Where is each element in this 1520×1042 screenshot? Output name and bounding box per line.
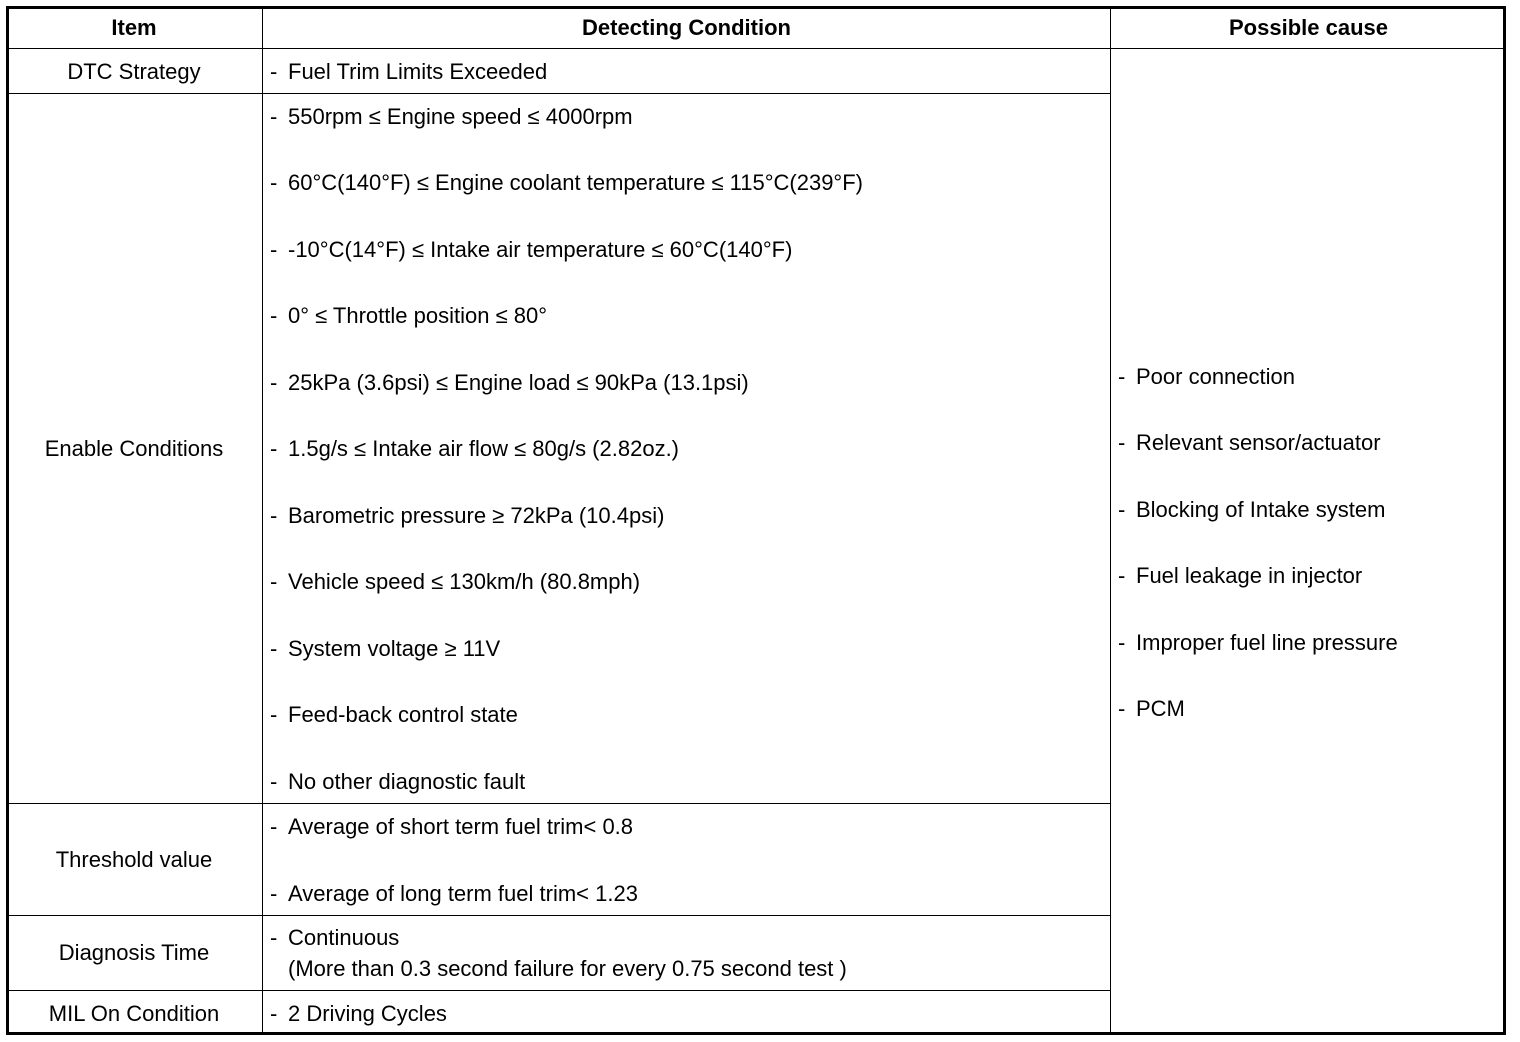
threshold-text: Average of short term fuel trim< 0.8	[288, 814, 634, 839]
bullet-dash: -	[270, 1001, 278, 1026]
row-divider-dtc	[6, 93, 1111, 94]
enable-condition-text: 1.5g/s ≤ Intake air flow ≤ 80g/s (2.82oz.)	[288, 436, 680, 461]
bullet-dash: -	[270, 370, 278, 395]
diagnosis-text: Continuous	[288, 925, 400, 950]
enable-condition-text: Vehicle speed ≤ 130km/h (80.8mph)	[288, 569, 641, 594]
cause-text: PCM	[1136, 696, 1185, 721]
bullet-dash: -	[270, 436, 278, 461]
bullet-dash: -	[270, 59, 278, 84]
enable-condition-text: 60°C(140°F) ≤ Engine coolant temperature ≤ 115°C(239°F)	[288, 170, 863, 195]
bullet-dash: -	[1118, 696, 1126, 721]
enable-condition-text: 550rpm ≤ Engine speed ≤ 4000rpm	[288, 104, 633, 129]
bullet-dash: -	[1118, 497, 1126, 522]
row-label-enable-conditions: Enable Conditions	[44, 436, 224, 461]
dtc-strategy-text: Fuel Trim Limits Exceeded	[288, 59, 548, 84]
row-label-threshold-value: Threshold value	[55, 847, 213, 872]
enable-condition-text: No other diagnostic fault	[288, 769, 526, 794]
mil-text: 2 Driving Cycles	[288, 1001, 447, 1026]
bullet-dash: -	[270, 170, 278, 195]
header-detecting-condition: Detecting Condition	[582, 15, 791, 40]
row-label-diagnosis-time: Diagnosis Time	[58, 940, 210, 965]
row-divider-threshold	[6, 915, 1111, 916]
cause-text: Improper fuel line pressure	[1136, 630, 1398, 655]
bullet-dash: -	[270, 303, 278, 328]
enable-condition-text: System voltage ≥ 11V	[288, 636, 501, 661]
col-divider-2	[1110, 6, 1111, 1035]
enable-condition-text: Barometric pressure ≥ 72kPa (10.4psi)	[288, 503, 665, 528]
col-divider-1	[262, 6, 263, 1035]
bullet-dash: -	[1118, 364, 1126, 389]
row-label-dtc-strategy: DTC Strategy	[67, 59, 201, 84]
bullet-dash: -	[1118, 630, 1126, 655]
bullet-dash: -	[270, 237, 278, 262]
header-possible-cause: Possible cause	[1229, 15, 1388, 40]
bullet-dash: -	[270, 814, 278, 839]
row-divider-enable	[6, 803, 1111, 804]
bullet-dash: -	[270, 925, 278, 950]
row-label-mil-on-condition: MIL On Condition	[48, 1001, 220, 1026]
bullet-dash: -	[270, 636, 278, 661]
threshold-text: Average of long term fuel trim< 1.23	[288, 881, 638, 906]
bullet-dash: -	[270, 702, 278, 727]
enable-condition-text: 25kPa (3.6psi) ≤ Engine load ≤ 90kPa (13.1psi)	[288, 370, 749, 395]
bullet-dash: -	[1118, 563, 1126, 588]
bullet-dash: -	[270, 881, 278, 906]
bullet-dash: -	[270, 769, 278, 794]
enable-condition-text: 0° ≤ Throttle position ≤ 80°	[288, 303, 548, 328]
diagnosis-note: (More than 0.3 second failure for every 0.75 second test )	[288, 956, 847, 981]
bullet-dash: -	[270, 569, 278, 594]
row-divider-diagnosis	[6, 990, 1111, 991]
row-divider-header	[6, 48, 1506, 49]
header-item: Item	[111, 15, 157, 40]
cause-text: Poor connection	[1136, 364, 1295, 389]
enable-condition-text: -10°C(14°F) ≤ Intake air temperature ≤ 60°C(140°F)	[288, 237, 793, 262]
cause-text: Blocking of Intake system	[1136, 497, 1386, 522]
bullet-dash: -	[1118, 430, 1126, 455]
bullet-dash: -	[270, 104, 278, 129]
cause-text: Relevant sensor/actuator	[1136, 430, 1381, 455]
cause-text: Fuel leakage in injector	[1136, 563, 1363, 588]
bullet-dash: -	[270, 503, 278, 528]
enable-condition-text: Feed-back control state	[288, 702, 518, 727]
